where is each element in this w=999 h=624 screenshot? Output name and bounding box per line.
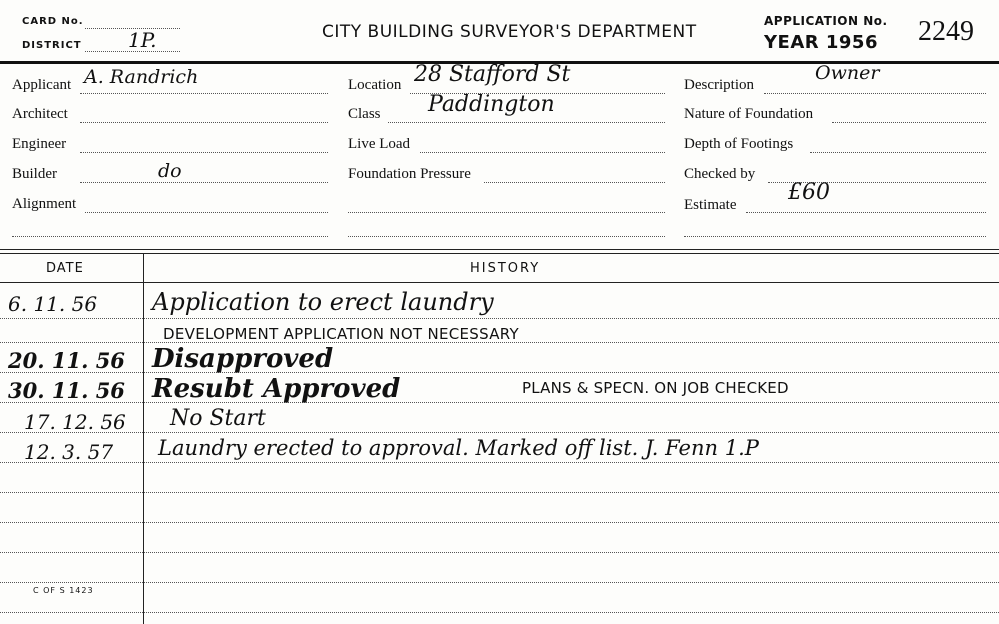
engineer-label: Engineer bbox=[12, 136, 67, 152]
class-line bbox=[388, 122, 665, 123]
alignment-label: Alignment bbox=[12, 196, 77, 212]
history-column-header: HISTORY bbox=[470, 261, 541, 276]
history-rule bbox=[0, 582, 999, 583]
history-rule-top bbox=[0, 249, 999, 250]
application-no-label: APPLICATION No. bbox=[764, 14, 888, 28]
description-value: Owner bbox=[815, 62, 880, 84]
date-column-divider bbox=[143, 254, 144, 624]
date-column-header: DATE bbox=[46, 261, 84, 276]
architect-label: Architect bbox=[12, 106, 68, 122]
blank-line-a1 bbox=[12, 236, 328, 237]
history-entry-text: No Start bbox=[170, 406, 266, 431]
history-date: 30. 11. 56 bbox=[8, 378, 125, 403]
estimate-line bbox=[746, 212, 986, 213]
form-code: C OF S 1423 bbox=[33, 586, 94, 595]
class-label: Class bbox=[348, 106, 381, 122]
estimate-value: £60 bbox=[788, 180, 830, 205]
depth-of-footings-label: Depth of Footings bbox=[684, 136, 794, 152]
history-date: 12. 3. 57 bbox=[24, 440, 114, 464]
history-rule bbox=[0, 432, 999, 433]
blank-line-col2 bbox=[348, 212, 665, 213]
builder-line bbox=[80, 182, 328, 183]
class-value: Paddington bbox=[428, 92, 555, 117]
history-rule bbox=[0, 318, 999, 319]
architect-line bbox=[80, 122, 328, 123]
history-rule bbox=[0, 492, 999, 493]
history-date: 20. 11. 56 bbox=[8, 348, 125, 373]
estimate-label: Estimate bbox=[684, 197, 737, 213]
history-rule bbox=[0, 462, 999, 463]
district-label: DISTRICT bbox=[22, 40, 82, 51]
blank-line-a2 bbox=[348, 236, 665, 237]
applicant-value: A. Randrich bbox=[84, 66, 199, 88]
applicant-line bbox=[80, 93, 328, 94]
history-entry-text: Disapproved bbox=[152, 344, 334, 374]
history-rule bbox=[0, 402, 999, 403]
description-label: Description bbox=[684, 77, 754, 93]
foundation-pressure-label: Foundation Pressure bbox=[348, 166, 471, 182]
builder-label: Builder bbox=[12, 166, 57, 182]
card-no-label: CARD No. bbox=[22, 16, 84, 27]
development-stamp: DEVELOPMENT APPLICATION NOT NECESSARY bbox=[163, 325, 520, 343]
history-date: 6. 11. 56 bbox=[8, 292, 98, 316]
history-entry-text: Application to erect laundry bbox=[152, 288, 494, 316]
history-header-rule bbox=[0, 282, 999, 283]
history-rule bbox=[0, 552, 999, 553]
plans-checked-stamp: PLANS & SPECN. ON JOB CHECKED bbox=[522, 379, 789, 397]
application-number: 2249 bbox=[918, 16, 974, 47]
builder-value: do bbox=[158, 160, 182, 182]
location-value: 28 Stafford St bbox=[414, 62, 571, 87]
history-rule bbox=[0, 522, 999, 523]
history-date: 17. 12. 56 bbox=[24, 410, 126, 434]
engineer-line bbox=[80, 152, 328, 153]
history-rule bbox=[0, 612, 999, 613]
live-load-line bbox=[420, 152, 665, 153]
history-entry-text: Resubt Approved bbox=[152, 374, 401, 404]
district-value: 1P. bbox=[128, 28, 157, 52]
nature-of-foundation-line bbox=[832, 122, 986, 123]
department-title: CITY BUILDING SURVEYOR'S DEPARTMENT bbox=[322, 22, 697, 42]
nature-of-foundation-label: Nature of Foundation bbox=[684, 106, 814, 122]
history-rule bbox=[0, 372, 999, 373]
description-line bbox=[764, 93, 986, 94]
checked-by-label: Checked by bbox=[684, 166, 756, 182]
year-label: YEAR 1956 bbox=[764, 32, 878, 53]
location-label: Location bbox=[348, 77, 402, 93]
depth-of-footings-line bbox=[810, 152, 986, 153]
applicant-label: Applicant bbox=[12, 77, 72, 93]
live-load-label: Live Load bbox=[348, 136, 411, 152]
blank-line-a3 bbox=[684, 236, 986, 237]
history-rule-top-2 bbox=[0, 253, 999, 254]
foundation-pressure-line bbox=[484, 182, 665, 183]
history-entry-text: Laundry erected to approval. Marked off list. J. Fenn 1.P bbox=[158, 436, 759, 460]
alignment-line bbox=[85, 212, 328, 213]
